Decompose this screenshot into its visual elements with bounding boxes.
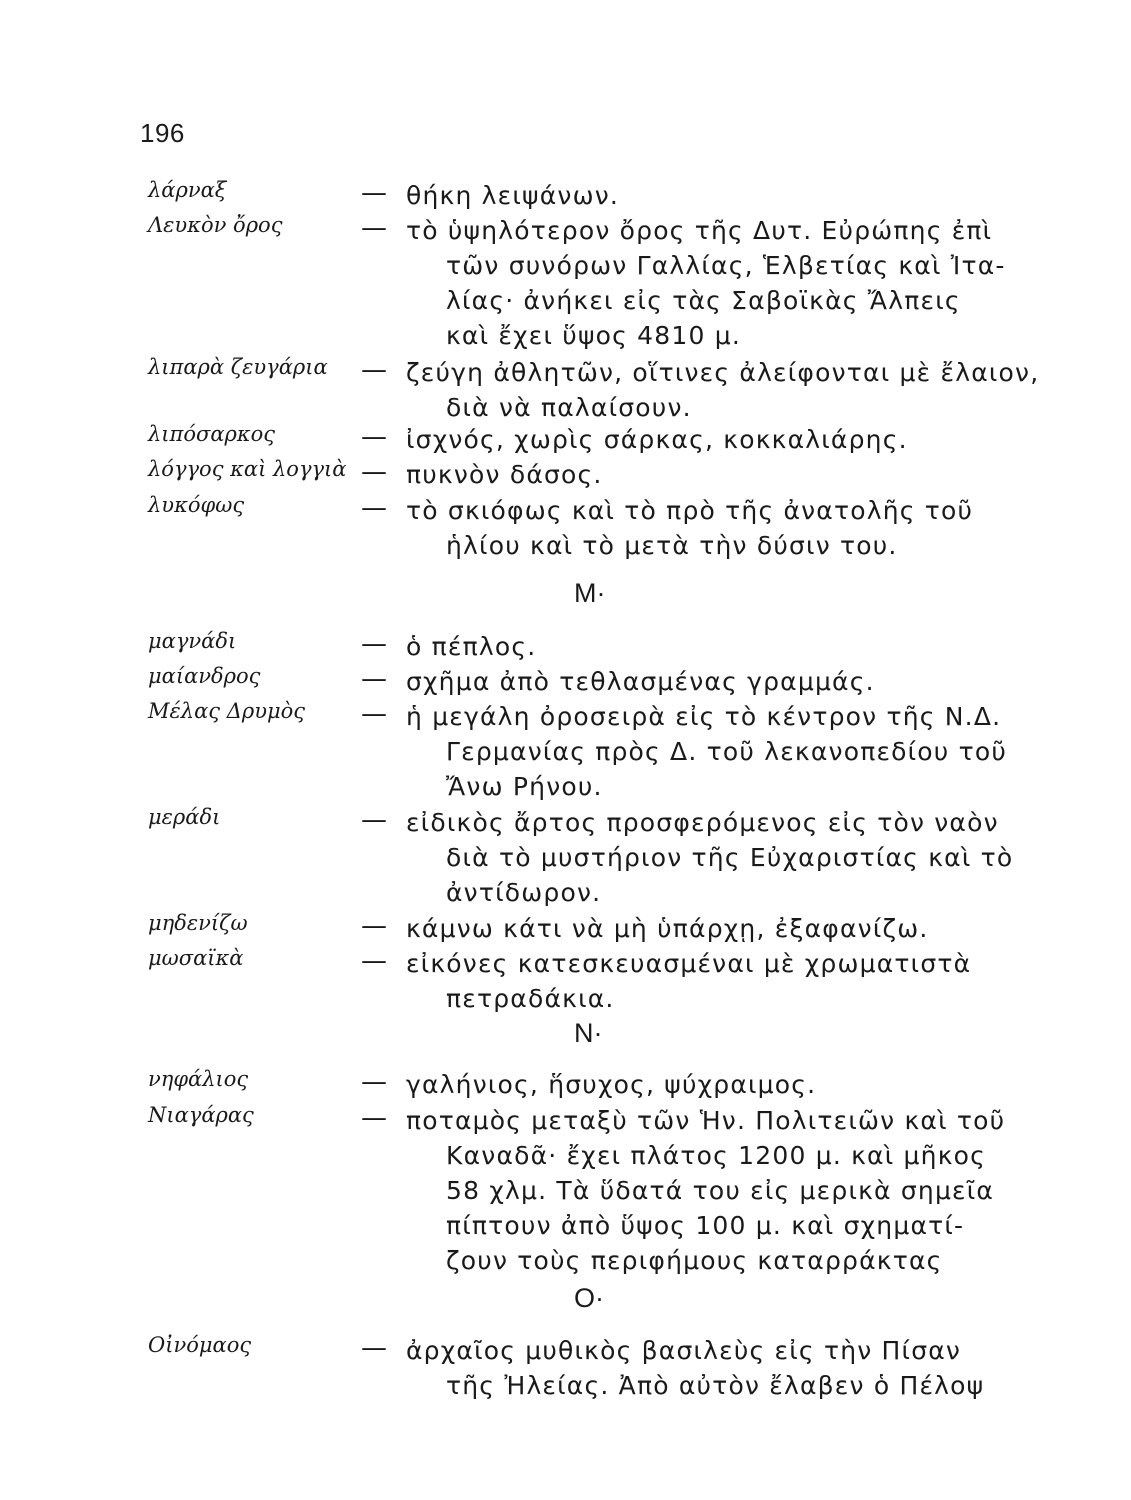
definition-line: ἡ μεγάλη ὀροσειρὰ εἰς τὸ κέντρον τῆς Ν.Δ.: [406, 702, 1002, 731]
definition-line: διὰ νὰ παλαίσουν.: [446, 393, 692, 422]
entry-dash: —: [361, 699, 387, 729]
definition-line: ζουν τοὺς περιφήμους καταρράκτας: [446, 1246, 943, 1275]
entry-term: μαγνάδι: [148, 629, 237, 653]
definition-line: ἀντίδωρον.: [446, 878, 602, 907]
entry-term: μωσαϊκὰ: [148, 946, 244, 970]
definition-line: ποταμὸς μεταξὺ τῶν Ἡν. Πολιτειῶν καὶ τοῦ: [406, 1106, 1006, 1135]
definition-line: πυκνὸν δάσος.: [406, 460, 603, 489]
definition-line: σχῆμα ἀπὸ τεθλασμένας γραμμάς.: [406, 667, 875, 696]
entry-definition: [406, 664, 1078, 699]
entry-definition: [406, 355, 1078, 425]
definition-line: Καναδᾶ· ἔχει πλάτος 1200 μ. καὶ μῆκος: [446, 1141, 986, 1170]
entry-dash: —: [361, 1067, 387, 1097]
entry-definition: [406, 493, 1078, 563]
entry-term: λυκόφως: [148, 493, 245, 517]
entry-term: μεράδι: [148, 805, 221, 829]
definition-line: ἀρχαῖος μυθικὸς βασιλεὺς εἰς τὴν Πίσαν: [406, 1336, 962, 1365]
entry-definition: [406, 946, 1078, 1016]
definition-line: τὸ σκιόφως καὶ τὸ πρὸ τῆς ἀνατολῆς τοῦ: [406, 496, 974, 525]
entry-term: λιπόσαρκος: [148, 422, 276, 446]
entry-dash: —: [361, 1103, 387, 1133]
entry-term: Μέλας Δρυμὸς: [148, 699, 306, 723]
entry-dash: —: [361, 178, 387, 208]
definition-line: θήκη λειψάνων.: [406, 181, 620, 210]
entry-definition: [406, 629, 1078, 664]
entry-term: Νιαγάρας: [148, 1103, 254, 1127]
entry-definition: [406, 1103, 1078, 1278]
entry-dash: —: [361, 355, 387, 385]
definition-line: πίπτουν ἀπὸ ὕψος 100 μ. καὶ σχηματί-: [446, 1211, 965, 1240]
entry-term: Λευκὸν ὄρος: [148, 213, 283, 237]
entry-definition: [406, 911, 1078, 946]
entry-dash: —: [361, 213, 387, 243]
entry-definition: [406, 1067, 1078, 1102]
definition-line: Γερμανίας πρὸς Δ. τοῦ λεκανοπεδίου τοῦ: [446, 737, 1008, 766]
entry-definition: [406, 805, 1078, 910]
definition-line: εἰκόνες κατεσκευασμέναι μὲ χρωματιστὰ: [406, 949, 972, 978]
definition-line: γαλήνιος, ἥσυχος, ψύχραιμος.: [406, 1070, 817, 1099]
entry-term: νηφάλιος: [148, 1067, 249, 1091]
definition-line: τὸ ὑψηλότερον ὄρος τῆς Δυτ. Εὐρώπης ἐπὶ: [406, 216, 993, 245]
entry-dash: —: [361, 422, 387, 452]
entry-term: Οἰνόμαος: [148, 1333, 252, 1357]
definition-line: ὁ πέπλος.: [406, 632, 537, 661]
section-letter: Μ·: [574, 578, 606, 608]
section-letter: Ν·: [574, 1018, 603, 1048]
entry-dash: —: [361, 1333, 387, 1363]
entry-term: λόγγος καὶ λογγιὰ: [148, 457, 347, 481]
entry-definition: [406, 422, 1078, 457]
entry-definition: [406, 178, 1078, 213]
entry-definition: [406, 457, 1078, 492]
entry-dash: —: [361, 457, 387, 487]
definition-line: λίας· ἀνήκει εἰς τὰς Σαβοϊκὰς Ἄλπεις: [446, 286, 961, 315]
entry-term: μαίανδρος: [148, 664, 261, 688]
definition-line: τῶν συνόρων Γαλλίας, Ἑλβετίας καὶ Ἰτα-: [446, 251, 1006, 280]
entry-term: μηδενίζω: [148, 911, 248, 935]
definition-line: κάμνω κάτι νὰ μὴ ὑπάρχῃ, ἐξαφανίζω.: [406, 914, 929, 943]
definition-line: πετραδάκια.: [446, 984, 615, 1013]
entry-definition: [406, 213, 1078, 353]
entry-dash: —: [361, 805, 387, 835]
definition-line: ζεύγη ἀθλητῶν, οἵτινες ἀλείφονται μὲ ἔλαιον,: [406, 358, 1040, 387]
definition-line: ἡλίου καὶ τὸ μετὰ τὴν δύσιν του.: [446, 531, 898, 560]
definition-line: καὶ ἔχει ὕψος 4810 μ.: [446, 321, 741, 350]
definition-line: ἰσχνός, χωρὶς σάρκας, κοκκαλιάρης.: [406, 425, 908, 454]
entry-dash: —: [361, 493, 387, 523]
definition-line: 58 χλμ. Τὰ ὕδατά του εἰς μερικὰ σημεῖα: [446, 1176, 995, 1205]
entry-term: λιπαρὰ ζευγάρια: [148, 355, 328, 379]
entry-dash: —: [361, 911, 387, 941]
page-number: 196: [140, 118, 185, 148]
definition-line: διὰ τὸ μυστήριον τῆς Εὐχαριστίας καὶ τὸ: [446, 843, 1014, 872]
definition-line: Ἄνω Ρήνου.: [446, 772, 603, 801]
entry-dash: —: [361, 946, 387, 976]
definition-line: εἰδικὸς ἄρτος προσφερόμενος εἰς τὸν ναὸν: [406, 808, 999, 837]
entry-dash: —: [361, 629, 387, 659]
section-letter: Ο·: [574, 1283, 604, 1313]
entry-definition: [406, 1333, 1078, 1403]
entry-term: λάρναξ: [148, 178, 227, 202]
entry-dash: —: [361, 664, 387, 694]
entry-definition: [406, 699, 1078, 804]
definition-line: τῆς Ἠλείας. Ἀπὸ αὐτὸν ἔλαβεν ὁ Πέλοψ: [446, 1371, 985, 1400]
